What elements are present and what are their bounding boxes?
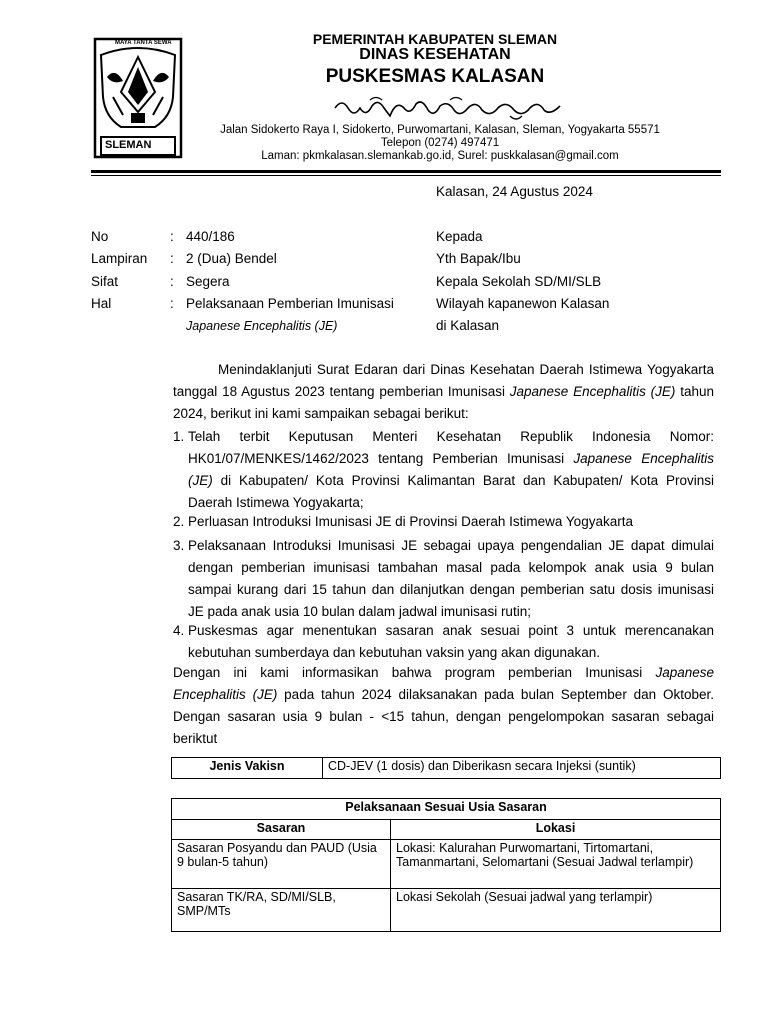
meta-label-no: No	[91, 229, 109, 244]
recipient-line: Kepada	[436, 229, 483, 244]
sleman-logo	[93, 37, 183, 159]
table-cell: Lokasi Sekolah (Sesuai jadwal yang terlampir)	[391, 889, 721, 932]
letter-date: Kalasan, 24 Agustus 2024	[436, 184, 593, 199]
address: Jalan Sidokerto Raya I, Sidokerto, Purwomartani, Kalasan, Sleman, Yogyakarta 55571	[220, 124, 660, 136]
web-email: Laman: pkmkalasan.slemankab.go.id, Surel: puskkalasan@gmail.com	[261, 150, 619, 162]
table-row	[172, 889, 721, 932]
intro-italic: Japanese Encephalitis (JE)	[509, 384, 676, 399]
table-row	[172, 840, 721, 889]
closing-text: Dengan ini kami informasikan bahwa program pemberian Imunisasi	[173, 665, 656, 680]
list-item-text-end: di Kabupaten/ Kota Provinsi Kalimantan Barat dan Kabupaten/ Kota Provinsi Daerah Istimewa Yogyakarta;	[188, 473, 714, 510]
list-item-text: Perluasan Introduksi Imunisasi JE di Provinsi Daerah Istimewa Yogyakarta	[188, 514, 633, 529]
table-cell: Sasaran Posyandu dan PAUD (Usia 9 bulan-5 tahun)	[172, 840, 391, 889]
meta-value-no: 440/186	[186, 229, 235, 244]
meta-value-hal: Pelaksanaan Pemberian Imunisasi	[186, 296, 394, 311]
meta-value-hal-2: Japanese Encephalitis (JE)	[186, 319, 338, 333]
column-header-lokasi: Lokasi	[391, 820, 721, 840]
meta-value-sifat: Segera	[186, 274, 230, 289]
recipient-line: Wilayah kapanewon Kalasan	[436, 296, 610, 311]
list-item-text: Pelaksanaan Introduksi Imunisasi JE sebagai upaya pengendalian JE dapat dimulai dengan pemberian imunisasi tambahan masal pada kelompok anak usia 9 bulan sampai kurang dari 15 tahun dan dilanjutkan dengan pemberian satu dosis imunisasi JE pada anak usia 10 bulan dalam jadwal imunisasi rutin;	[188, 538, 714, 619]
vaccine-label: Jenis Vakisn	[172, 758, 323, 779]
list-item-text: Telah terbit Keputusan Menteri Kesehatan Republik Indonesia Nomor: HK01/07/MENKES/1462/2023 tentang Pemberian Imunisasi	[188, 429, 714, 466]
list-item	[188, 535, 714, 623]
vaccine-table	[171, 757, 721, 779]
column-header-sasaran: Sasaran	[172, 820, 391, 840]
meta-colon: :	[170, 296, 174, 311]
meta-colon: :	[170, 274, 174, 289]
logo-bottom-text: SLEMAN	[105, 139, 152, 151]
intro-text-end: tahun 2024, berikut ini kami sampaikan sebagai berikut:	[173, 384, 714, 421]
list-number: 3.	[173, 538, 185, 553]
closing-text-end: pada tahun 2024 dilaksanakan pada bulan September dan Oktober. Dengan sasaran usia 9 bulan - <15 tahun, dengan pengelompokan sasaran sebagai beriktut	[173, 687, 714, 746]
list-number: 1.	[173, 429, 185, 444]
list-item	[188, 620, 714, 664]
intro-paragraph	[173, 359, 714, 425]
table-cell: Lokasi: Kalurahan Purwomartani, Tirtomartani, Tamanmartani, Selomartani (Sesuai Jadwal terlampir)	[391, 840, 721, 889]
divider-thin	[91, 175, 721, 176]
closing-italic: Japanese Encephalitis (JE)	[173, 665, 714, 702]
schedule-table	[171, 798, 721, 932]
list-number: 2.	[173, 514, 185, 529]
closing-paragraph	[173, 662, 714, 750]
list-item-text: Puskesmas agar menentukan sasaran anak sesuai point 3 untuk merencanakan kebutuhan sumberdaya dan kebutuhan vaksin yang akan digunakan.	[188, 623, 714, 660]
divider-thick	[91, 170, 721, 173]
list-item	[188, 426, 714, 514]
gov-title: PEMERINTAH KABUPATEN SLEMAN	[312, 31, 558, 47]
list-item	[188, 511, 714, 533]
intro-text: Menindaklanjuti Surat Edaran dari Dinas Kesehatan Daerah Istimewa Yogyakarta tanggal 18 Agustus 2023 tentang pemberian Imunisasi	[173, 362, 714, 399]
list-number: 4.	[173, 623, 185, 638]
recipient-line: Yth Bapak/Ibu	[436, 251, 521, 266]
meta-label-hal: Hal	[91, 296, 112, 311]
recipient-line: Kepala Sekolah SD/MI/SLB	[436, 274, 602, 289]
meta-colon: :	[170, 229, 174, 244]
meta-value-lampiran: 2 (Dua) Bendel	[186, 251, 277, 266]
javanese-script-title	[330, 96, 570, 122]
vaccine-value: CD-JEV (1 dosis) dan Diberikasn secara Injeksi (suntik)	[323, 758, 721, 779]
meta-label-sifat: Sifat	[91, 274, 119, 289]
schedule-title: Pelaksanaan Sesuai Usia Sasaran	[172, 799, 721, 820]
puskesmas-title: PUSKESMAS KALASAN	[325, 66, 545, 87]
list-item-italic: Japanese Encephalitis (JE)	[188, 451, 715, 488]
agency-title: DINAS KESEHATAN	[359, 46, 511, 63]
phone: Telepon (0274) 497471	[380, 137, 500, 149]
recipient-line: di Kalasan	[436, 318, 500, 333]
table-cell: Sasaran TK/RA, SD/MI/SLB, SMP/MTs	[172, 889, 391, 932]
meta-colon: :	[170, 251, 174, 266]
logo-top-text: MAYA TANTA SEWA	[115, 40, 172, 46]
meta-label-lampiran: Lampiran	[91, 251, 148, 266]
